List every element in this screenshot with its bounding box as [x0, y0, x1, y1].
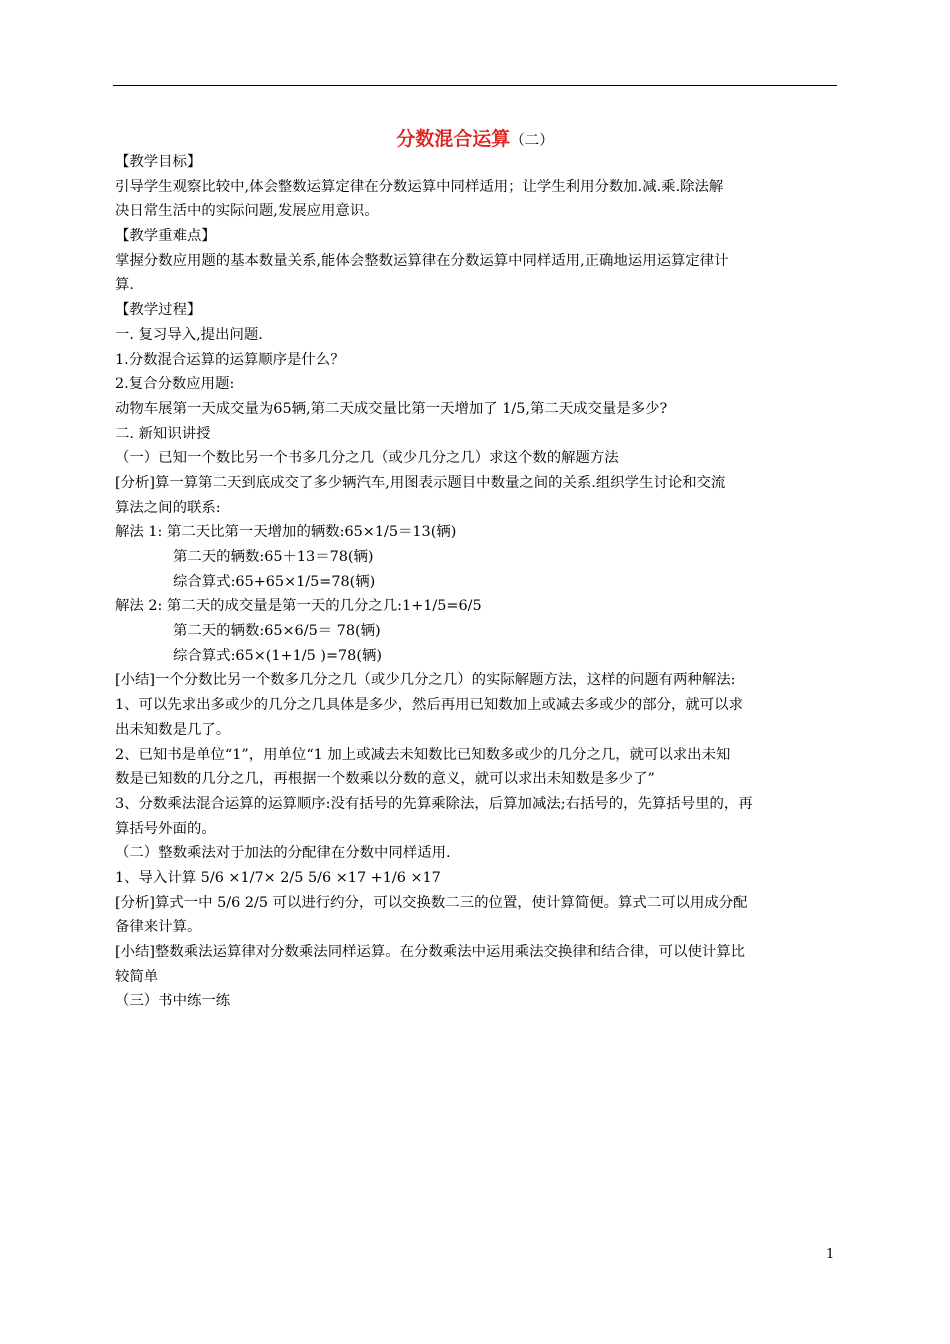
document-body: [115, 150, 840, 1014]
paragraph-line: 2、已知书是单位“1”，用单位“1 加上或减去未知数比已知数多或少的几分之几，就可以求出未知: [115, 746, 731, 763]
solution-line: 综合算式:65×(1+1/5 )=78(辆): [173, 647, 382, 664]
paragraph-line: 算括号外面的。: [115, 820, 216, 837]
solution-line: 第二天的辆数:65＋13＝78(辆): [173, 549, 374, 565]
paragraph-line: 1、可以先求出多或少的几分之几具体是多少，然后再用已知数加上或减去多或少的部分，就可以求: [115, 697, 743, 714]
paragraph-line: [小结]一个分数比另一个数多几分之几（或少几分之几）的实际解题方法，这样的问题有两种解法:: [115, 672, 736, 689]
solution-line: 第二天的辆数:65×6/5＝ 78(辆): [173, 623, 381, 640]
solution-line: 解法 1: 第二天比第一天增加的辆数:65×1/5＝13(辆): [115, 524, 457, 541]
paragraph-line: 较简单: [115, 968, 159, 985]
paragraph-line: （一）已知一个数比另一个书多几分之几（或少几分之几）求这个数的解题方法: [115, 450, 619, 467]
paragraph-line: 数是已知数的几分之几，再根据一个数乘以分数的意义，就可以求出未知数是多少了”: [115, 771, 655, 788]
paragraph-line: 1.分数混合运算的运算顺序是什么？: [115, 351, 345, 368]
paragraph-line: [分析]算一算第二天到底成交了多少辆汽车,用图表示题目中数量之间的关系.组织学生讨论和交流: [115, 474, 726, 491]
paragraph-line: 一. 复习导入,提出问题.: [115, 326, 263, 343]
paragraph-line: （三）书中练一练: [115, 993, 231, 1010]
paragraph-line: 引导学生观察比较中,体会整数运算定律在分数运算中同样适用；让学生利用分数加.减.乘.除法解: [115, 178, 724, 195]
title-sub: （二）: [510, 133, 554, 149]
paragraph-line: 2.复合分数应用题:: [115, 376, 235, 393]
paragraph-line: 掌握分数应用题的基本数量关系,能体会整数运算律在分数运算中同样适用,正确地运用运算定律计: [115, 252, 729, 269]
paragraph-line: 1、导入计算 5/6 ×1/7× 2/5 5/6 ×17 +1/6 ×17: [115, 869, 441, 886]
paragraph-line: 3、分数乘法混合运算的运算顺序:没有括号的先算乘除法，后算加减法;右括号的，先算括号里的，再: [115, 795, 753, 812]
section-heading-process: 【教学过程】: [115, 302, 202, 319]
section-heading-key-points: 【教学重难点】: [115, 228, 216, 245]
paragraph-line: （二）整数乘法对于加法的分配律在分数中同样适用.: [115, 845, 451, 862]
paragraph-line: 决日常生活中的实际问题,发展应用意识。: [115, 203, 379, 220]
section-heading-objectives: 【教学目标】: [115, 154, 202, 170]
page-number: 1: [826, 1247, 835, 1262]
paragraph-line: [小结]整数乘法运算律对分数乘法同样运算。在分数乘法中运用乘法交换律和结合律，可以使计算比: [115, 944, 746, 960]
paragraph-line: 算.: [115, 277, 134, 294]
solution-line: 综合算式:65+65×1/5=78(辆): [173, 573, 376, 590]
paragraph-line: [分析]算式一中 5/6 2/5 可以进行约分，可以交换数二三的位置，使计算简便。算式二可以用成分配: [115, 894, 748, 911]
paragraph-line: 算法之间的联系:: [115, 499, 221, 516]
header-rule: [113, 85, 837, 86]
paragraph-line: 二. 新知识讲授: [115, 425, 211, 442]
solution-line: 解法 2: 第二天的成交量是第一天的几分之几:1+1/5=6/5: [115, 598, 482, 615]
paragraph-line: 出未知数是几了。: [115, 721, 231, 738]
paragraph-line: 备律来计算。: [115, 919, 202, 936]
title-main: 分数混合运算: [396, 128, 511, 150]
paragraph-line: 动物车展第一天成交量为65辆,第二天成交量比第一天增加了 1/5,第二天成交量是多少?: [115, 400, 668, 417]
